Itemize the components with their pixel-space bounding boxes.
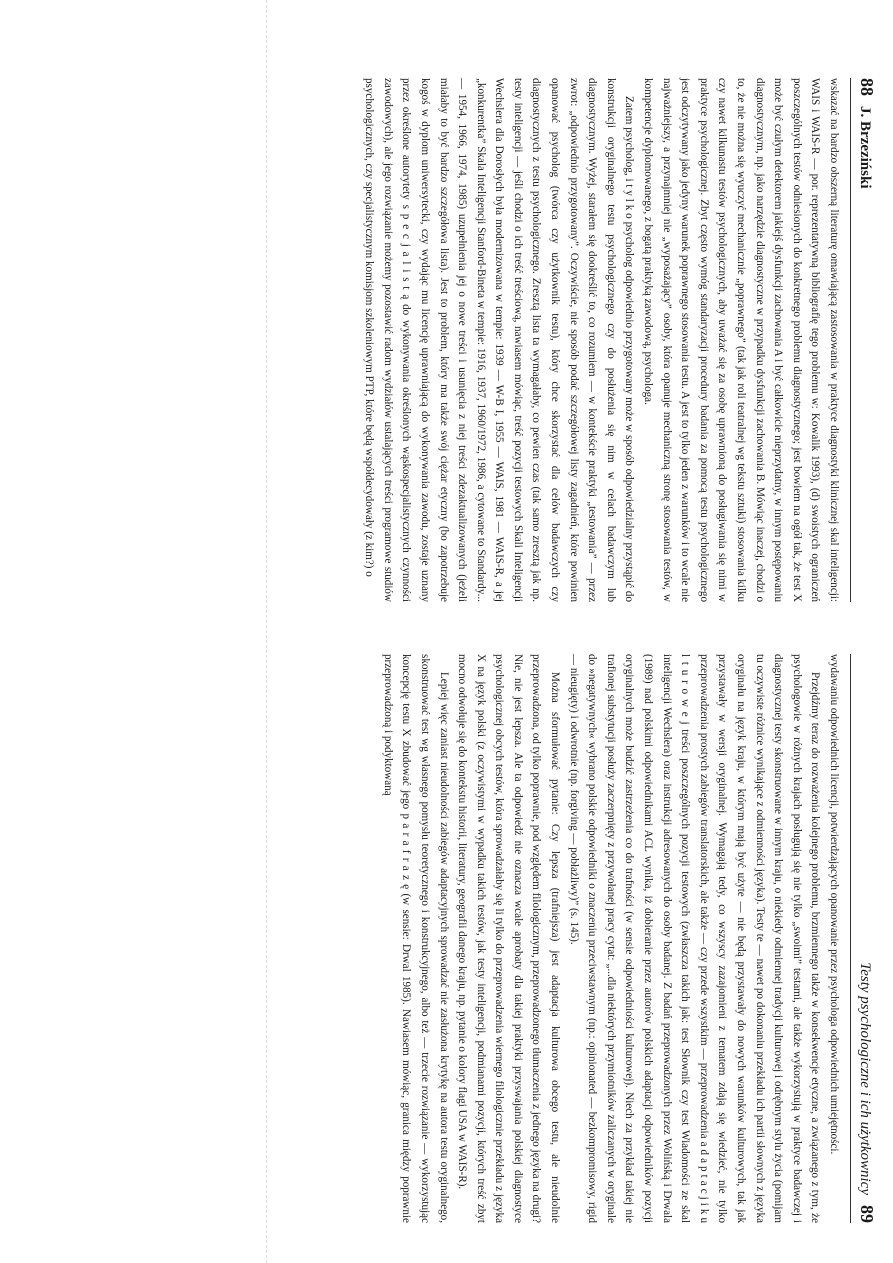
right-page <box>0 632 893 1263</box>
left-author-head: J. Brzeziński <box>857 106 873 189</box>
paragraph: Można sformułować pytanie: Czy lepsza (trafniejsza) jest adaptacja kulturowa obcego testu, ale nieudolnie przeprowadzona, od tylko poprawnie, pod względem filologicznym, przeprowadzonego tłumaczenia z jednego języka na drugi? Nie, nie jest lepsza. Ale ta odpowiedź nie oznacza wcale aprobaty dla takiej praktyki przyswajania polskiej diagnostyce psychologicznej obcych testów, która sprowadzałaby się li tylko do przeprowadzenia wiernego filologicznie przekładu z języka X na język polski (z oczywistymi w wypadku takich testów, jak testy inteligencji, podmianami pozycji, których treść zbyt mocno odwołuje się do kontekstu historii, literatury, geografii danego kraju, np. pytanie o kolory flagi USA w WAIS-R). <box>456 654 562 1223</box>
paragraph: Przejdźmy teraz do rozważenia kolejnego problemu, brzmiennego także w konsekwencje etyczne, a związanego z tym, że psychologowie w różnych krajach posługują się nie tylko „swoimi” testami, ale także wykorzystują w praktyce badawczej i diagnostycznej testy skonstruowane w innym kraju, o niekiedy odmiennej tradycji kulturowej i odrębnym stylu życia (pomijam tu oczywiste różnice wynikające z odmienności języka). Testy te — nawet po dokonaniu przekładu ich partii słownych z języka oryginału na język kraju, w którym mają być użyte — nie będą przystawały do nowych warunków kulturowych, tak jak przystawały w wersji oryginalnej. Wymagają tedy, co wszyscy zazajomieni z tematem zdają się wiedzieć, nie tylko przeprowadzenia prostych zabiegów translatorskich, ale także — czy przede wszystkim — przeprowadzenia a d a p t a c j i k u l t u r o w e j treści poszczególnych pozycji testowych (zwłaszcza takich jak: test Słownik czy test Wiadomości ze skal inteligencji Wechslera) oraz instrukcji adresowanych do osoby badanej. Z badań przeprowadzonych przez Wolińską i Drwala (1989) nad polskimi odpowiednikami ACL wynika, iż dobieranie przez autorów polskich adaptacji odpowiedników pozycji oryginalnych może budzić zastrzeżenia co do trafności (w sensie odpowiedniości kulturowej). Niech za przykład takiej nie trafionej substytucji posłuży zaczerpnięty z przywołanej pracy cytat: „...dla niektórych przymiotników zaliczanych w oryginale do »negatywnych« wybrano polskie odpowiedniki o znaczeniu przeciwstawnym (np.: opinionated — bezkompromisowy, rigid — nieugięty) i odwrotnie (np. forgiving — pobłażliwy)” (s. 145). <box>567 654 822 1223</box>
paragraph: wskazać na bardzo obszerną literaturę omawiającą zastosowania w praktyce diagnostyki klinicznej skal inteligencji: WAIS i WAIS-R — por. reprezentatywną bibliografię tego problemu w: Kowalik 1993), (d) swoistych ograniczeń poszczególnych testów odniesionych do konkretnego problemu diagnostycznego; jest bowiem na ogół tak, że test X może być czułym detektorem jakiejś dysfunkcji zachowania A i być całkowicie nieprzydatny, w innym postępowaniu diagnostycznym, np. jako narzędzie diagnostyczne w przypadku dysfunkcji zachowania B. Mówiąc inaczej, chodzi o to, że nie można się wyuczyć mechanicznie „poprawnego” (tak jak roli teatralnej wg tekstu sztuki) stosowania kilku czy nawet kilkunastu testów psychologicznych, aby uważać się za osobę uprawnioną do posługiwania się nimi w praktyce psychologicznej. Zbyt często wymóg standaryzacji procedury badania za pomocą testu psychologicznego jest odczytywany jako jedyny warunek poprawnego stosowania testu. A jest to tylko jeden z warunków i to wcale nie najważniejszy, a przynajmniej nie „wyposażający” osoby, która opanuje mechaniczną stronę stosowania testów, w kompetencje dyplomowanego, z bogatą praktyką zawodową, psychologa. <box>642 78 840 602</box>
left-body-text <box>360 78 843 602</box>
right-title-head: Testy psychologiczne i ich użytkownicy <box>857 962 873 1195</box>
right-running-head <box>850 654 877 1223</box>
left-running-head <box>850 78 877 602</box>
right-page-number: 89 <box>857 1205 877 1223</box>
left-page <box>0 0 893 622</box>
paragraph: Lepiej więc zaniast nieudolności zabiegów adaptacyjnych sprowadzać nie zasłużona krytykę na autora testu oryginalnego, skonstruować test wg własnego pomysłu teoretycznego i konstrukcyjnego, albo też — trzecie rozwiązanie — wykorzystując koncepcję testu X zbudować jego p a r a f r a z ę (w sensie: Drwal 1985). Nawiasem mówiąc, granica między poprawnie przeprowadzoną i podyktowaną <box>381 654 450 1223</box>
right-body-text <box>378 654 843 1223</box>
paragraph: Zatem psycholog, i t y l k o psycholog odpowiednio przygotowany może w sposób odpowiedzialny przystąpić do konstrukcji oryginalnego testu psychologicznego czy do posłużenia się nim w celach badawczym lub diagnostycznym. Wyżej, starałem się dookreślić to, co rozumiem — w kontekście praktyki „testowania” — przez zwrot: „odpowiednio przygotowany”. Oczywiście, nie sposób podać szczegółowej listy zagadnień, które powinien opanować psycholog (twórca czy użytkownik testu), który chce skorzystać dla celów badawczych czy diagnostycznych z testu psychologicznego. Zresztą lista ta wymagałaby, co pewien czas (tak samo zresztą jak np. testy inteligencji — jeśli chodzi o ich treść treściową, nawiasem mówiąc, treść pozycji testowych Skali Inteligencji Wechslera dla Dorosłych była modernizowana w tempie: 1939 — W-B I, 1955 — WAIS, 1981 — WAIS-R, a jej „konkurentka” Skala Inteligencji Stanford-Bineta w tempie: 1916, 1937, 1960/1972, 1986, a cytowane to Standardy... — 1954, 1966, 1974, 1985) uzupełnienia jej o nowe treści i usunięcia z niej treści zdezaktualizowanych (jeżeli miałaby to być bardzo szczegółowa lista). Jest to problem, który ma także swój ciężar etyczny (bo zapotrzebuje kogoś w dyplom uniwersytecki, czy wydając mu licencję uprawniającą do wykonywania zawodu, zostaje uznany przez określone autorytety s p e c j a l i s t ą do wykonywania określonych wąskospecjalistycznych czynności zawodowych), ale jego rozwiązanie możemy pozostawić radom wydziałów ustalających treści programowe studiów psychologicznych, czy specjalistycznym komisjom szkoleniowym PTP, które będą współdecydowały (z kim?) o <box>363 78 636 602</box>
paragraph: wydawaniu odpowiednich licencji, potwierdzających opanowanie przez psychologa odpowiednich umiejętności. <box>828 654 840 1155</box>
left-page-number: 88 <box>857 78 877 96</box>
